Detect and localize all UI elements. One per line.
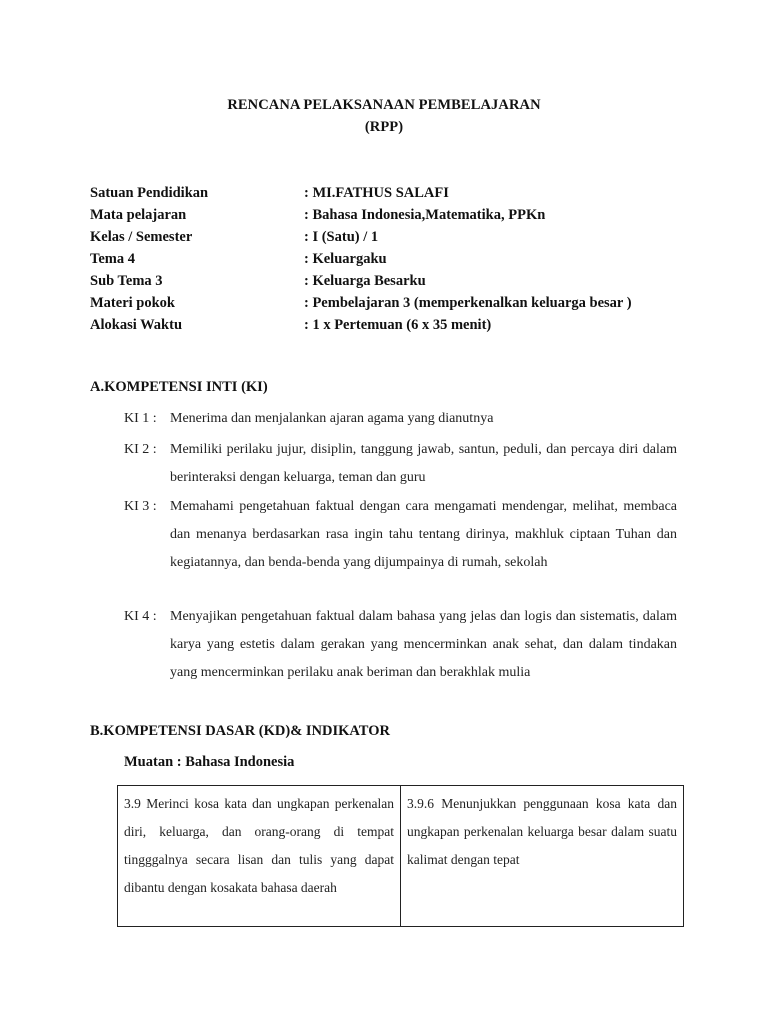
ki-number: KI 3 : [124,499,157,514]
kd-cell: 3.9 Merinci kosa kata dan ungkapan perkenalan diri, keluarga, dan orang-orang di tempat tingggalnya secara lisan dan tulis yang dapat dibantu dengan kosakata bahasa daerah [118,786,401,926]
identity-block [90,182,710,336]
indikator-cell: 3.9.6 Menunjukkan penggunaan kosa kata dan ungkapan perkenalan keluarga besar dalam suatu kalimat dengan tepat [407,796,677,867]
ki-text: Memahami pengetahuan faktual dengan cara mengamati mendengar, melihat, membaca dan menanya berdasarkan rasa ingin tahu tentang dirinya, makhluk ciptaan Tuhan dan kegiatannya, dan benda-benda yang dijumpainya di rumah, sekolah [170,499,677,570]
ki-text: Memiliki perilaku jujur, disiplin, tanggung jawab, santun, peduli, dan percaya diri dalam berinteraksi dengan keluarga, teman dan guru [170,442,677,485]
info-label: Materi pokok [90,295,175,311]
kd-indikator-table [117,785,684,927]
section-a-heading: A.KOMPETENSI INTI (KI) [90,379,268,395]
info-row-kelas-semester [90,226,710,248]
info-label: Mata pelajaran [90,207,187,223]
ki-item-1 [124,405,677,433]
ki-item-4 [124,603,677,687]
info-label: Satuan Pendidikan [90,185,209,201]
info-label: Sub Tema 3 [90,273,163,289]
info-value: : Keluargaku [304,251,387,267]
info-row-satuan-pendidikan [90,182,710,204]
muatan-label: Muatan : Bahasa Indonesia [124,754,295,770]
ki-number: KI 4 : [124,609,157,624]
ki-item-2 [124,436,677,492]
info-value: : Pembelajaran 3 (memperkenalkan keluarga besar ) [304,295,632,311]
info-label: Alokasi Waktu [90,317,183,333]
section-b-heading: B.KOMPETENSI DASAR (KD)& INDIKATOR [90,723,390,739]
info-value: : I (Satu) / 1 [304,229,379,245]
info-value: : 1 x Pertemuan (6 x 35 menit) [304,317,492,333]
document-title: RENCANA PELAKSANAAN PEMBELAJARAN [227,97,541,113]
info-row-sub-tema [90,270,710,292]
ki-text: Menyajikan pengetahuan faktual dalam bahasa yang jelas dan logis dan sistematis, dalam karya yang estetis dalam gerakan yang mencerminkan anak sehat, dan dalam tindakan yang mencerminkan perilaku anak beriman dan berakhlak mulia [170,609,677,680]
info-row-mata-pelajaran [90,204,710,226]
info-value: : MI.FATHUS SALAFI [304,185,449,201]
info-value: : Bahasa Indonesia,Matematika, PPKn [304,207,546,223]
ki-item-3 [124,493,677,577]
info-value: : Keluarga Besarku [304,273,426,289]
info-row-materi-pokok [90,292,710,314]
info-row-alokasi-waktu [90,314,710,336]
document-subtitle: (RPP) [364,119,404,135]
info-label: Tema 4 [90,251,135,267]
ki-number: KI 1 : [124,411,157,426]
ki-number: KI 2 : [124,442,157,457]
ki-text: Menerima dan menjalankan ajaran agama yang dianutnya [170,411,494,426]
info-row-tema [90,248,710,270]
info-label: Kelas / Semester [90,229,193,245]
